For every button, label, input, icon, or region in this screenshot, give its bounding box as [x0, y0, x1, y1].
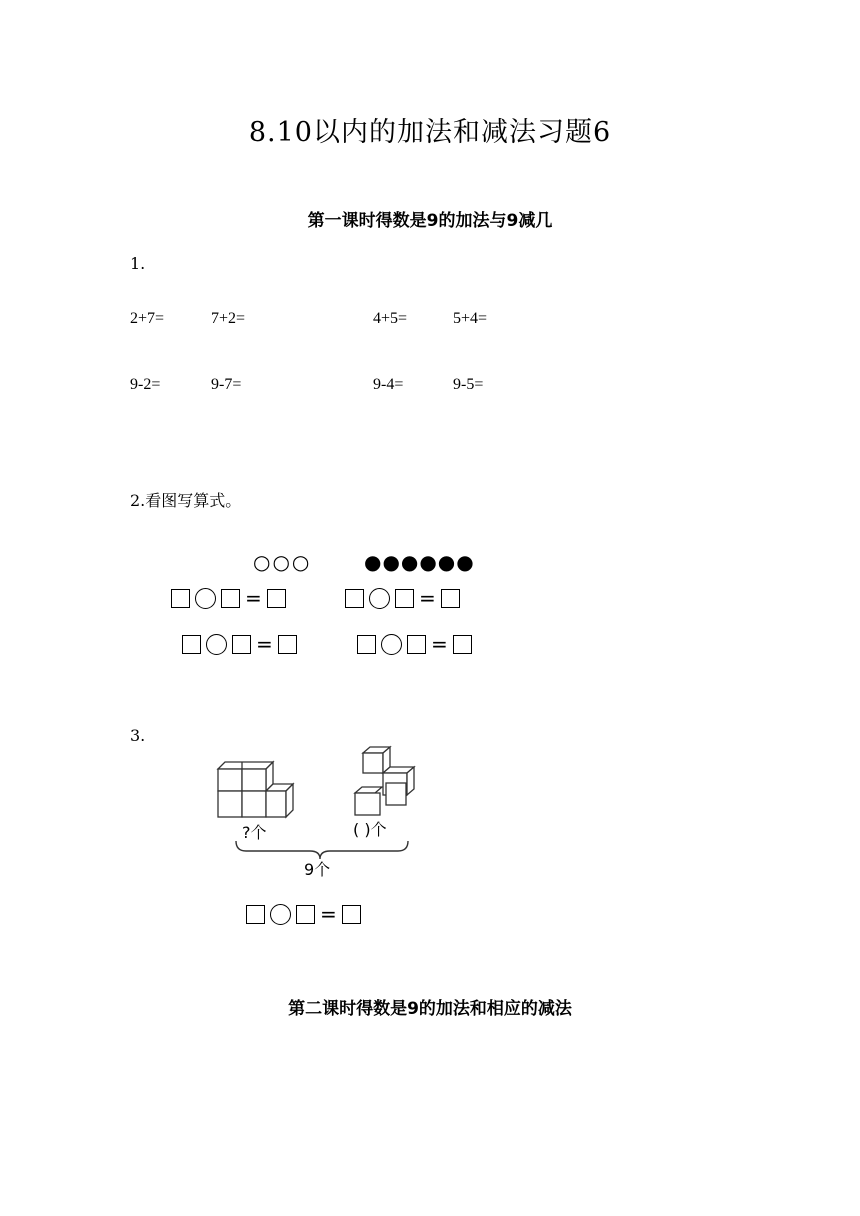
answer-box[interactable] — [441, 589, 460, 608]
operator-circle[interactable] — [206, 634, 227, 655]
answer-box[interactable] — [296, 905, 315, 924]
equals-sign: = — [245, 586, 262, 610]
lesson1-heading: 第一课时得数是9的加法与9减几 — [307, 211, 553, 231]
answer-box[interactable] — [246, 905, 265, 924]
equals-sign: = — [419, 586, 436, 610]
operator-circle[interactable] — [381, 634, 402, 655]
q1-equation: 9-4= — [373, 376, 404, 393]
cube-figure — [200, 745, 440, 880]
left-count-label: ?个 — [242, 823, 267, 842]
hollow-circles: ○○○ — [253, 550, 312, 574]
equals-sign: = — [320, 902, 337, 926]
q1-equation: 9-2= — [130, 376, 161, 393]
answer-box[interactable] — [453, 635, 472, 654]
right-cube-stack — [355, 747, 414, 815]
operator-circle[interactable] — [270, 904, 291, 925]
operator-circle[interactable] — [369, 588, 390, 609]
answer-box[interactable] — [232, 635, 251, 654]
answer-box[interactable] — [278, 635, 297, 654]
answer-box[interactable] — [407, 635, 426, 654]
answer-box[interactable] — [395, 589, 414, 608]
answer-box[interactable] — [182, 635, 201, 654]
total-label: 9个 — [304, 860, 331, 879]
answer-box[interactable] — [267, 589, 286, 608]
answer-template — [345, 588, 460, 609]
q1-equation: 5+4= — [453, 310, 488, 327]
equals-sign: = — [256, 632, 273, 656]
q1-number: 1. — [130, 254, 146, 273]
answer-template — [171, 588, 286, 609]
answer-box[interactable] — [171, 589, 190, 608]
q1-equation: 9-5= — [453, 376, 484, 393]
filled-dots: ●●●●●● — [364, 550, 475, 574]
q1-equation: 2+7= — [130, 310, 165, 327]
answer-box[interactable] — [342, 905, 361, 924]
answer-template — [182, 634, 297, 655]
answer-box[interactable] — [357, 635, 376, 654]
q1-equation: 9-7= — [211, 376, 242, 393]
q1-equation: 7+2= — [211, 310, 246, 327]
answer-box[interactable] — [221, 589, 240, 608]
equals-sign: = — [431, 632, 448, 656]
right-count-label: ( )个 — [353, 820, 387, 839]
answer-template — [246, 904, 361, 925]
operator-circle[interactable] — [195, 588, 216, 609]
q3-number: 3. — [130, 726, 146, 745]
answer-template — [357, 634, 472, 655]
answer-box[interactable] — [345, 589, 364, 608]
left-cube-stack — [218, 762, 293, 817]
lesson2-heading: 第二课时得数是9的加法和相应的减法 — [288, 999, 572, 1019]
q2-number: 2.看图写算式。 — [130, 491, 242, 510]
q1-equation: 4+5= — [373, 310, 408, 327]
total-brace — [236, 841, 408, 859]
page-title: 8.10以内的加法和减法习题6 — [248, 117, 612, 148]
